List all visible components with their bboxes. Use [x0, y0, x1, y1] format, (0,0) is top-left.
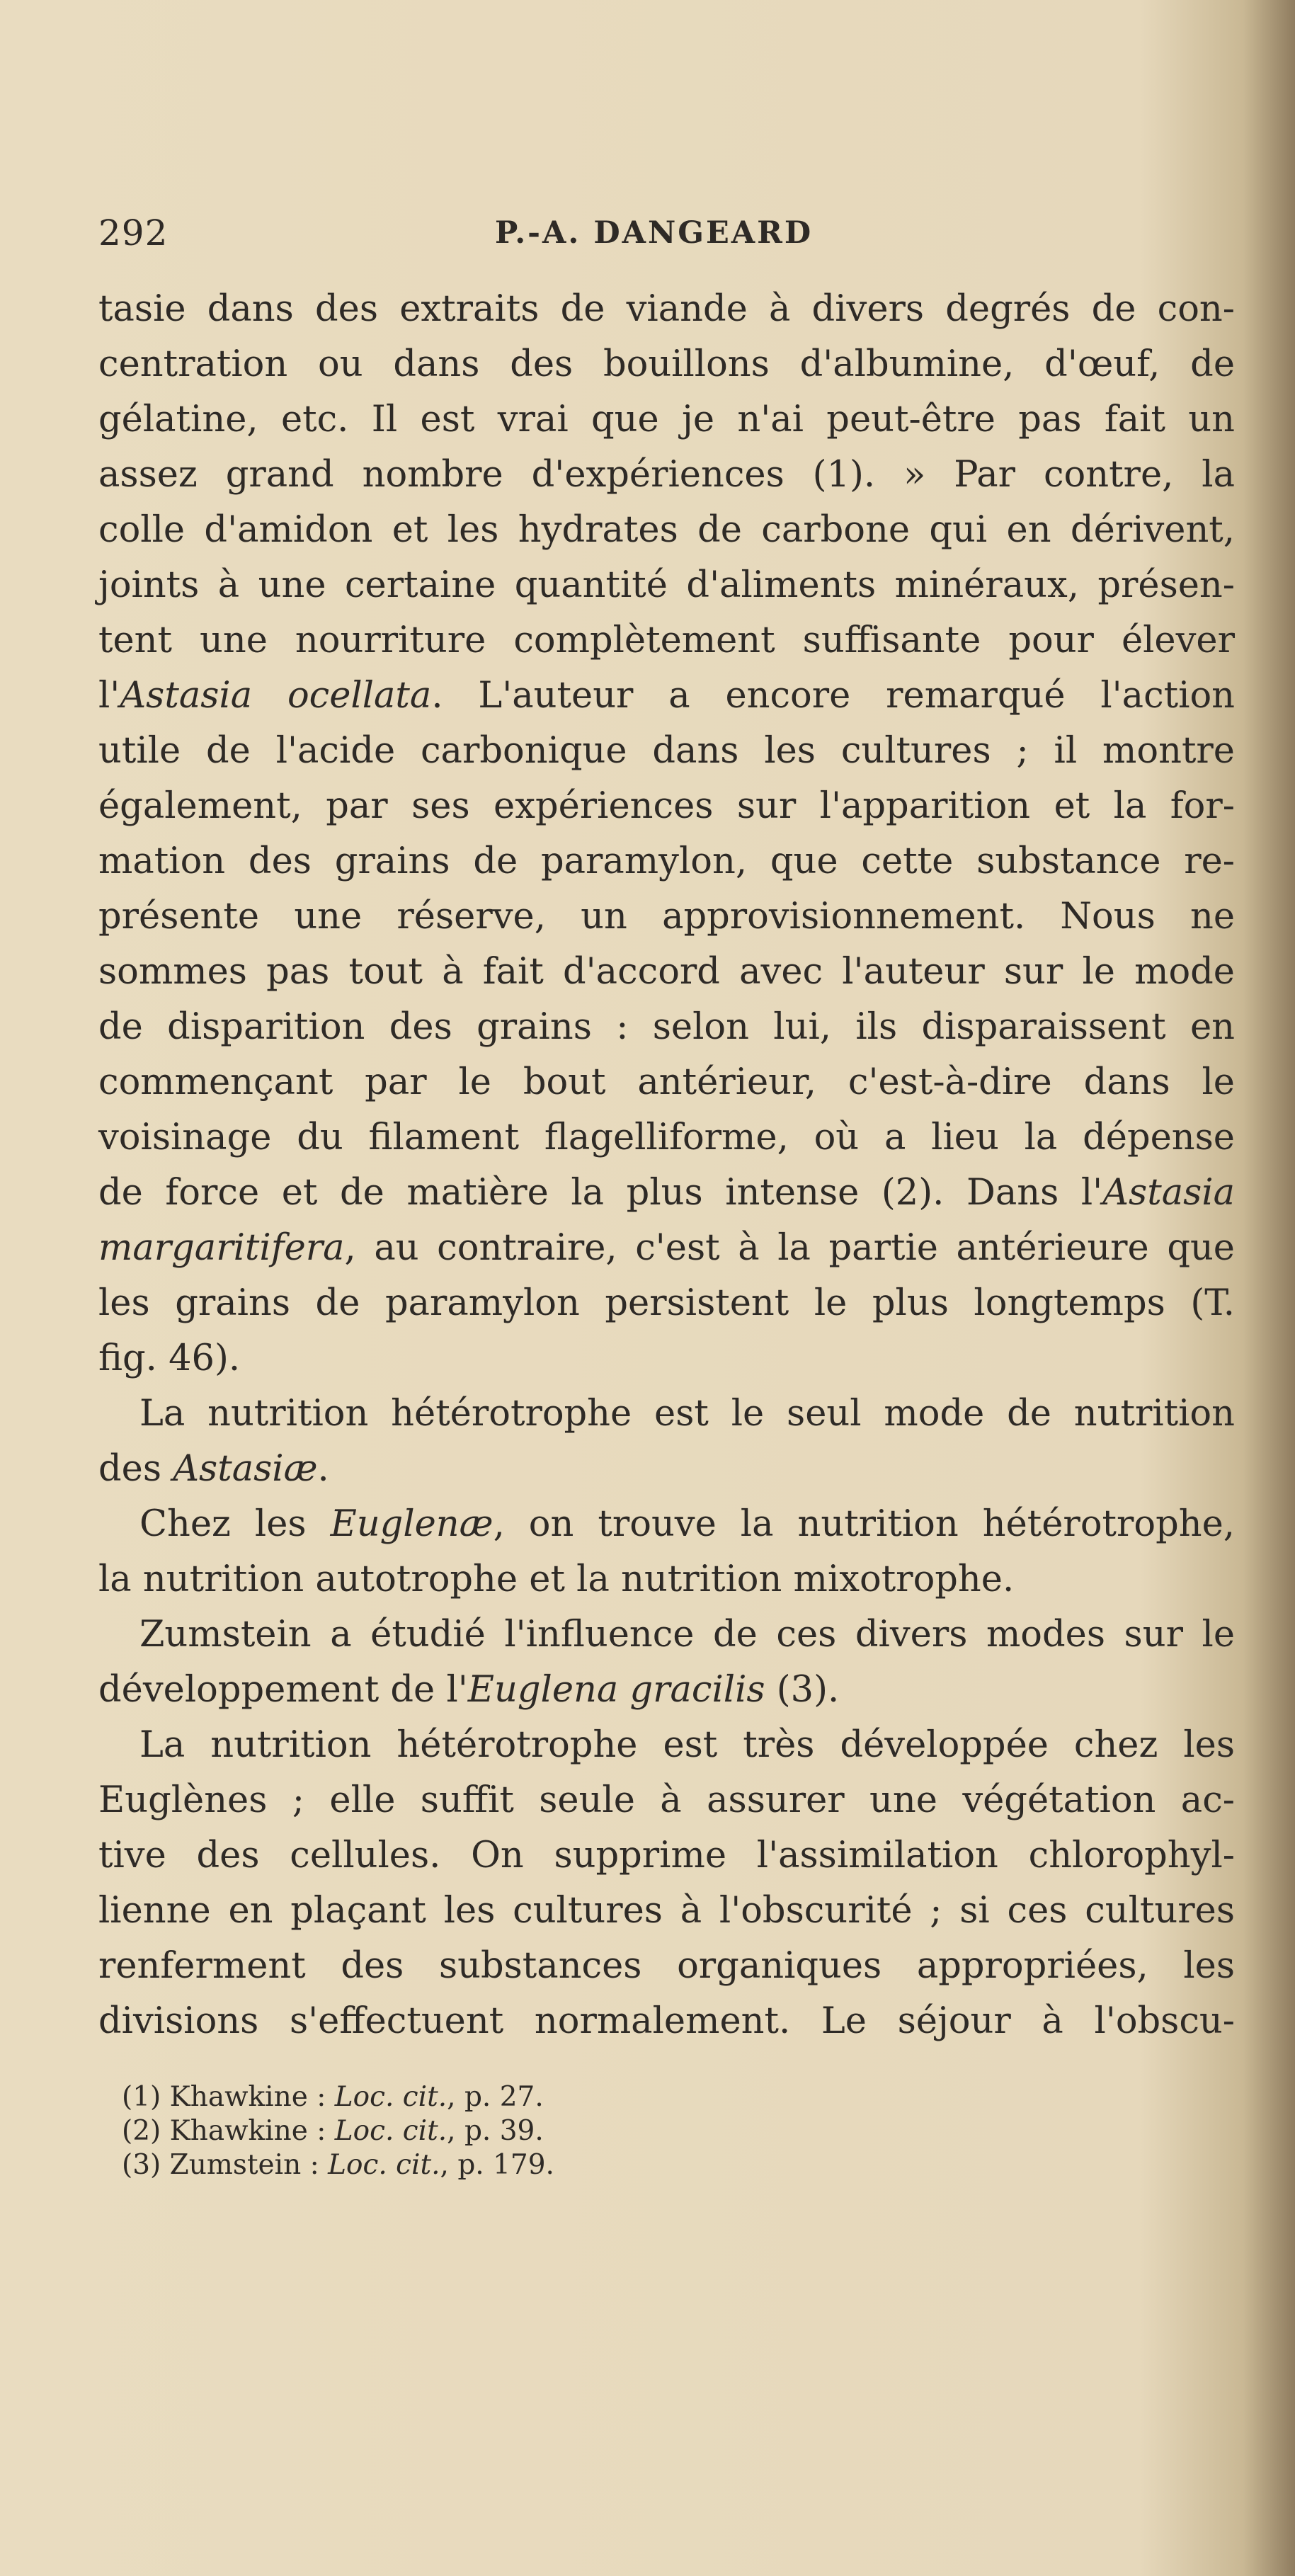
text-line: tive des cellules. On supprime l'assimilation chlorophyl- [98, 1835, 1235, 1876]
text-line: Chez les Euglenæ, on trouve la nutrition hétérotrophe, [139, 1503, 1235, 1545]
text-line: les grains de paramylon persistent le plus longtemps (T. [98, 1282, 1235, 1324]
text-line: La nutrition hétérotrophe est très développée chez les [139, 1724, 1235, 1766]
page-number: 292 [98, 212, 169, 253]
text-line: tent une nourriture complètement suffisante pour élever [98, 620, 1235, 661]
running-head: P.-A. DANGEARD [495, 215, 814, 251]
text-line: la nutrition autotrophe et la nutrition mixotrophe. [98, 1558, 1015, 1600]
taxon-name: Astasia ocellata [120, 675, 432, 717]
text-line: La nutrition hétérotrophe est le seul mode de nutrition [139, 1393, 1235, 1435]
text-line: divisions s'effectuent normalement. Le séjour à l'obscu- [98, 2000, 1235, 2042]
text-line: sommes pas tout à fait d'accord avec l'auteur sur le mode [98, 951, 1235, 993]
text-line: fig. 46). [98, 1338, 241, 1379]
text-line: centration ou dans des bouillons d'albumine, d'œuf, de [98, 343, 1235, 385]
text-line: commençant par le bout antérieur, c'est-à-dire dans le [98, 1061, 1235, 1103]
footnotes [122, 2080, 688, 2182]
taxon-name: Astasiæ [173, 1448, 318, 1490]
text-line: Euglènes ; elle suffit seule à assurer une végétation ac- [98, 1779, 1235, 1821]
taxon-name: Astasia [1102, 1172, 1235, 1214]
text-line: mation des grains de paramylon, que cette substance re- [98, 840, 1235, 882]
text-line: margaritifera, au contraire, c'est à la partie antérieure que [98, 1227, 1235, 1269]
text-line: développement de l'Euglena gracilis (3). [98, 1669, 840, 1711]
footnote: (3) Zumstein : Loc. cit., p. 179. [122, 2149, 554, 2181]
body-text [98, 282, 1235, 2049]
page-header [98, 212, 1231, 269]
text-line: colle d'amidon et les hydrates de carbone qui en dérivent, [98, 509, 1235, 551]
text-line: renferment des substances organiques appropriées, les [98, 1945, 1235, 1987]
footnote: (2) Khawkine : Loc. cit., p. 39. [122, 2115, 544, 2147]
text-line: lienne en plaçant les cultures à l'obscurité ; si ces cultures [98, 1890, 1235, 1932]
text-line: de disparition des grains : selon lui, ils disparaissent en [98, 1006, 1235, 1048]
text-line: des Astasiæ. [98, 1448, 329, 1490]
text-line: tasie dans des extraits de viande à divers degrés de con- [98, 288, 1235, 330]
text-line: gélatine, etc. Il est vrai que je n'ai peut-être pas fait un [98, 399, 1235, 440]
taxon-name: margaritifera [98, 1227, 345, 1269]
text-line: assez grand nombre d'expériences (1). » Par contre, la [98, 454, 1235, 496]
text-line: Zumstein a étudié l'influence de ces divers modes sur le [139, 1614, 1235, 1655]
text-line: l'Astasia ocellata. L'auteur a encore remarqué l'action [98, 675, 1235, 717]
text-line: également, par ses expériences sur l'apparition et la for- [98, 785, 1235, 827]
taxon-name: Euglena gracilis [467, 1669, 765, 1711]
taxon-name: Euglenæ [330, 1503, 494, 1545]
text-line: utile de l'acide carbonique dans les cultures ; il montre [98, 730, 1235, 772]
text-line: joints à une certaine quantité d'aliments minéraux, présen- [98, 564, 1235, 606]
footnote: (1) Khawkine : Loc. cit., p. 27. [122, 2081, 544, 2113]
text-line: voisinage du filament flagelliforme, où a lieu la dépense [98, 1117, 1235, 1158]
text-line: présente une réserve, un approvisionnement. Nous ne [98, 896, 1235, 937]
text-line: de force et de matière la plus intense (2). Dans l'Astasia [98, 1172, 1235, 1214]
